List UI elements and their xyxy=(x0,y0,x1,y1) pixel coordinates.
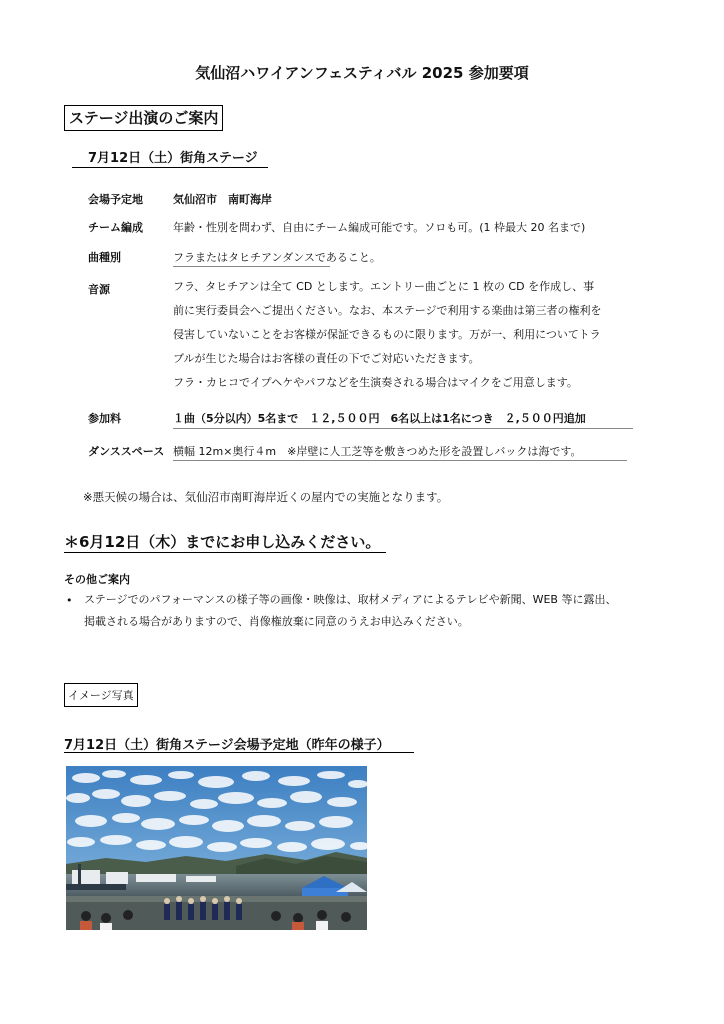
venue-value: 気仙沼市 南町海岸 xyxy=(173,193,272,206)
space-value: 横幅 12m×奥行４m ※岸壁に人工芝等を敷きつめた形を設置しバックは海です。 xyxy=(173,445,582,458)
image-label: イメージ写真 xyxy=(64,683,138,707)
fee-label: 参加料 xyxy=(88,412,121,425)
space-label: ダンススペース xyxy=(88,445,165,458)
music-description xyxy=(173,275,602,395)
page-title: 気仙沼ハワイアンフェスティバル 2025 参加要項 xyxy=(195,64,529,82)
venue-photo xyxy=(66,766,367,930)
bullet-icon: • xyxy=(66,594,73,607)
venue-label: 会場予定地 xyxy=(88,193,143,206)
weather-note: ※悪天候の場合は、気仙沼市南町海岸近くの屋内での実施となります。 xyxy=(83,490,449,504)
deadline-notice: ＊6月12日（木）までにお申し込みください。 xyxy=(64,533,381,551)
genre-label: 曲種別 xyxy=(88,251,121,264)
genre-value: フラまたはタヒチアンダンスであること。 xyxy=(173,251,381,264)
other-info-heading: その他ご案内 xyxy=(64,573,130,586)
photo-heading-underline xyxy=(64,752,414,753)
stage-date-underline xyxy=(72,167,268,168)
other-info-line: ステージでのパフォーマンスの様子等の画像・映像は、取材メディアによるテレビや新聞、WEB 等に露出、 xyxy=(84,593,617,606)
space-underline xyxy=(173,460,627,461)
music-line: 前に実行委員会へご提出ください。なお、本ステージで利用する楽曲は第三者の権利を xyxy=(173,304,602,317)
fee-value: １曲（5分以内）5名まで １２,５００円 6名以上は1名につき ２,５００円追加 xyxy=(173,412,586,425)
team-value: 年齢・性別を問わず、自由にチーム編成可能です。ソロも可。(1 枠最大 20 名まで) xyxy=(173,221,586,234)
stage-date-heading: 7月12日（土）街角ステージ xyxy=(88,151,258,166)
music-line: 侵害していないことをお客様が保証できるものに限ります。万が一、利用についてトラ xyxy=(173,328,601,341)
photo-heading: 7月12日（土）街角ステージ会場予定地（昨年の様子） xyxy=(64,738,390,753)
music-line: フラ、タヒチアンは全て CD とします。エントリー曲ごとに 1 枚の CD を作成し、事 xyxy=(173,280,595,293)
music-line: フラ・カヒコでイプヘケやパフなどを生演奏される場合はマイクをご用意します。 xyxy=(173,376,578,389)
team-label: チーム編成 xyxy=(88,221,143,234)
genre-underline xyxy=(173,266,330,267)
music-line: ブルが生じた場合はお客様の責任の下でご対応いただきます。 xyxy=(173,352,480,365)
music-label: 音源 xyxy=(88,283,110,296)
deadline-underline xyxy=(64,552,386,553)
other-info-line: 掲載される場合がありますので、肖像権放棄に同意のうえお申込みください。 xyxy=(84,615,469,628)
section-heading: ステージ出演のご案内 xyxy=(64,105,223,131)
other-info-text xyxy=(84,589,616,633)
fee-underline xyxy=(173,428,633,429)
